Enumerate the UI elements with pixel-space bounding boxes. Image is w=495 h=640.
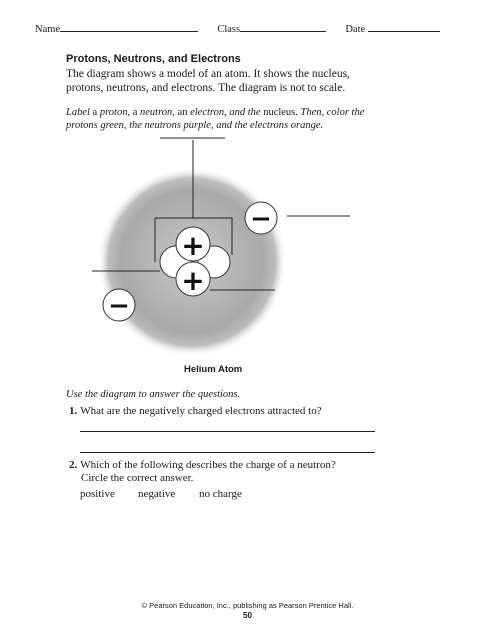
date-label: Date bbox=[345, 24, 366, 35]
intro-paragraph: The diagram shows a model of an atom. It shows the nucleus, protons, neutrons, and electrons. The diagram is not to scale. bbox=[66, 68, 350, 94]
instructions: Label a proton, a neutron, an electron, and the nucleus. Then, color the protons green, the neutrons purple, and the electrons orange. bbox=[66, 107, 365, 131]
answer-line-2[interactable] bbox=[80, 452, 375, 453]
choice-negative[interactable]: negative bbox=[138, 488, 176, 500]
question-1-text: What are the negatively charged electrons attracted to? bbox=[80, 405, 322, 417]
question-2 bbox=[69, 459, 336, 485]
answer-line-1[interactable] bbox=[80, 431, 375, 432]
question-1 bbox=[69, 405, 322, 418]
copyright-footer: © Pearson Education, Inc., publishing as Pearson Prentice Hall. bbox=[141, 601, 354, 610]
choice-positive[interactable]: positive bbox=[80, 488, 115, 500]
question-2-text: Which of the following describes the charge of a neutron? bbox=[80, 459, 336, 471]
page-number: 50 bbox=[243, 611, 252, 620]
question-1-number: 1. bbox=[69, 405, 78, 417]
proton-sign-top: + bbox=[181, 229, 205, 262]
choice-no-charge[interactable]: no charge bbox=[199, 488, 242, 500]
use-diagram-instruction: Use the diagram to answer the questions. bbox=[66, 389, 241, 400]
name-label: Name bbox=[35, 24, 61, 35]
electron-sign-right: − bbox=[250, 204, 272, 234]
electron-sign-left: − bbox=[108, 291, 130, 321]
section-title: Protons, Neutrons, and Electrons bbox=[66, 53, 241, 65]
diagram-caption: Helium Atom bbox=[184, 364, 243, 375]
question-2-number: 2. bbox=[69, 459, 78, 471]
proton-sign-bottom: + bbox=[181, 264, 205, 297]
question-2-subtext: Circle the correct answer. bbox=[81, 472, 194, 484]
class-label: Class bbox=[217, 24, 241, 35]
